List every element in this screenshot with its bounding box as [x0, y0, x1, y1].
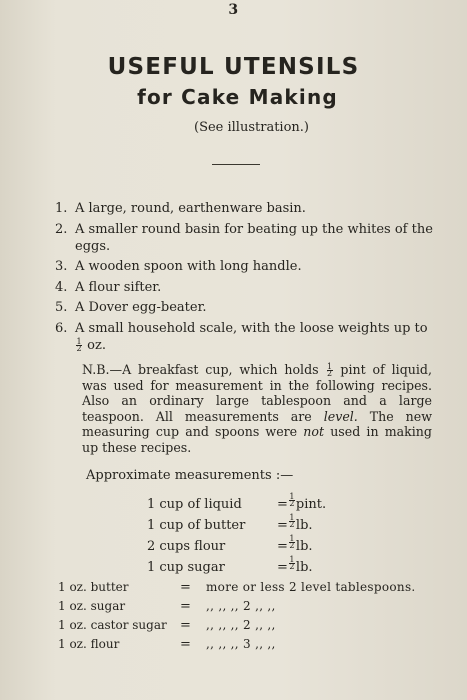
fraction-numerator: 1	[326, 362, 333, 371]
equals-sign: =	[180, 599, 191, 614]
list-item	[55, 258, 435, 275]
approx-heading: Approximate measurements :—	[86, 468, 294, 483]
fraction-denominator: 2	[289, 499, 295, 508]
measurement-quantity: 1 cup sugar	[147, 560, 225, 575]
measurement-row	[147, 515, 347, 536]
list-item	[55, 200, 435, 217]
list-item-number: 3.	[55, 259, 68, 274]
equivalent-item: 1 oz. sugar	[58, 599, 126, 613]
fraction	[76, 336, 82, 353]
measurement-quantity: 2 cups flour	[147, 539, 226, 554]
list-item-number: 5.	[55, 300, 68, 315]
equals-sign: =	[277, 539, 288, 554]
title-line-2: for Cake Making	[137, 85, 338, 109]
list-item-text-end: oz.	[87, 337, 106, 353]
note-paragraph	[82, 362, 432, 455]
equivalent-row	[58, 597, 448, 616]
measurement-quantity: 1 cup of liquid	[147, 497, 242, 512]
equals-sign: =	[277, 497, 288, 512]
measurement-row	[147, 494, 347, 515]
measurement-quantity: 1 cup of butter	[147, 518, 246, 533]
list-item-number: 6.	[55, 320, 68, 336]
list-item	[55, 299, 435, 316]
divider-rule	[212, 164, 260, 165]
list-item-number: 4.	[55, 279, 68, 295]
measurement-row	[147, 557, 347, 578]
subtitle: (See illustration.)	[194, 120, 309, 135]
fraction	[289, 515, 295, 536]
note-text-3: The new measuring cup and spoons were	[82, 408, 433, 439]
approx-measurements	[147, 494, 347, 578]
fraction-denominator: 2	[76, 343, 82, 353]
note-text-1: N.B.—A breakfast cup, which holds	[82, 362, 319, 377]
list-item-text: A smaller round basin for beating up the whites of the eggs.	[75, 221, 433, 254]
fraction	[289, 494, 295, 515]
fraction-numerator: 1	[289, 492, 295, 501]
note-italic-not: not	[303, 424, 325, 439]
equivalent-item: 1 oz. castor sugar	[58, 618, 167, 632]
list-item-text: A large, round, earthenware basin.	[75, 201, 306, 216]
fraction	[289, 536, 295, 557]
fraction-numerator: 1	[289, 534, 295, 543]
list-item-text: A small household scale, with the loose weights up to	[75, 320, 428, 336]
equals-sign: =	[180, 637, 191, 652]
measurement-unit: pint.	[295, 497, 327, 512]
equivalent-description: ,, ,, ,, 3 ,, ,,	[206, 637, 276, 651]
note-text-4: used in making up these recipes.	[82, 424, 432, 455]
measurement-row	[147, 536, 347, 557]
equals-sign: =	[180, 580, 191, 595]
list-item-text: A Dover egg-beater.	[75, 300, 207, 315]
list-item	[55, 221, 435, 255]
fraction-denominator: 2	[289, 520, 295, 529]
note-text-2: pint of liquid, was used for measurement in the following recipes. Also an ordinary large tablespoon and a large teaspoon. All measurements are	[82, 362, 432, 424]
fraction-numerator: 1	[76, 336, 82, 346]
equivalent-description: ,, ,, ,, 2 ,, ,,	[206, 599, 276, 613]
equivalent-row	[58, 578, 448, 597]
fraction-denominator: 2	[289, 562, 295, 571]
equivalent-description: more or less 2 level tablespoons.	[206, 580, 416, 594]
list-item-text: A wooden spoon with long handle.	[75, 259, 302, 274]
note-italic-level: level.	[323, 408, 358, 424]
fraction	[289, 557, 295, 578]
equals-sign: =	[277, 560, 288, 575]
page-title	[0, 52, 467, 112]
fraction-denominator: 2	[289, 541, 295, 550]
measurement-unit: lb.	[295, 518, 313, 533]
equivalent-row	[58, 616, 448, 635]
equivalent-description: ,, ,, ,, 2 ,, ,,	[206, 618, 276, 632]
equals-sign: =	[180, 618, 191, 633]
utensil-list	[55, 200, 435, 357]
fraction-denominator: 2	[326, 369, 333, 378]
measurement-unit: lb.	[295, 539, 313, 554]
fraction-numerator: 1	[289, 513, 295, 522]
list-item-text: A flour sifter.	[75, 279, 162, 295]
title-line-1: USEFUL UTENSILS	[107, 54, 360, 80]
page-number: 3	[228, 2, 239, 18]
list-item-number: 1.	[55, 201, 68, 216]
list-item	[55, 279, 435, 296]
measurement-unit: lb.	[295, 560, 313, 575]
list-item-number: 2.	[55, 221, 68, 237]
spoon-equivalents	[58, 578, 448, 654]
equivalent-row	[58, 635, 448, 654]
list-item	[55, 320, 435, 354]
fraction-numerator: 1	[289, 555, 295, 564]
equivalent-item: 1 oz. butter	[58, 580, 129, 594]
fraction	[327, 364, 333, 377]
equals-sign: =	[277, 518, 288, 533]
equivalent-item: 1 oz. flour	[58, 637, 120, 651]
